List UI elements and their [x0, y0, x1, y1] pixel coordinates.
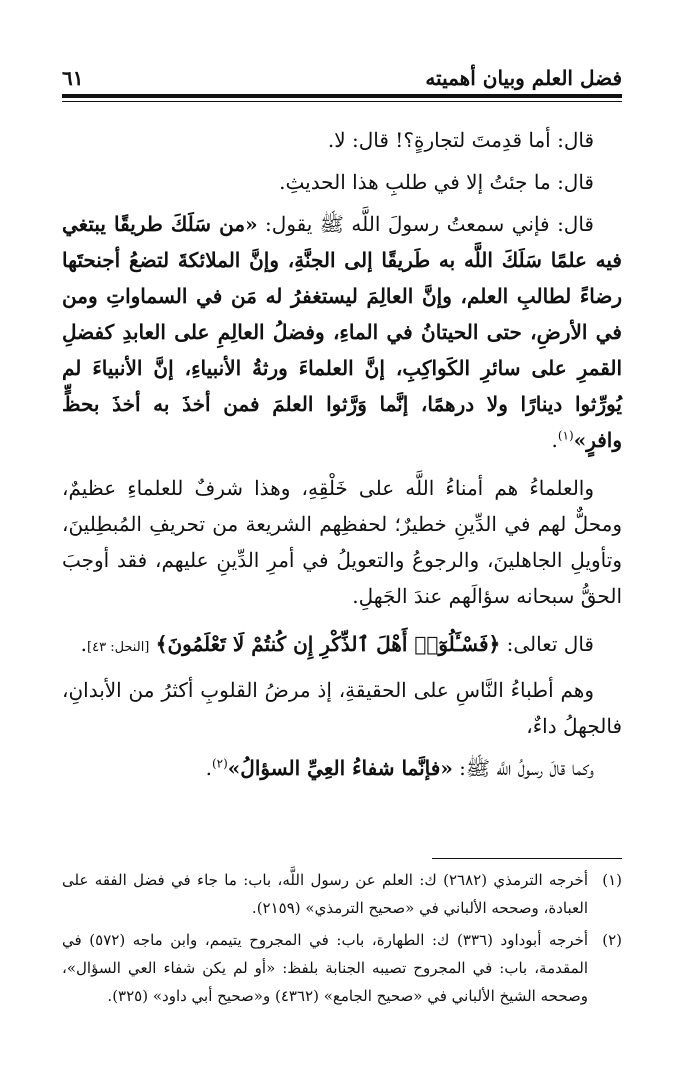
page-number: ٦١ [62, 66, 84, 90]
paragraph [62, 470, 622, 614]
header-rule-thick [62, 94, 622, 98]
quran-verse: ﴿فَسْـَٔلُوٓا۟ أَهْلَ ٱلذِّكْرِ إِن كُنتُمْ لَا تَعْلَمُونَ﴾ [155, 632, 501, 656]
paragraph-lead: قال تعالى: [500, 632, 594, 656]
paragraph-tail: . [205, 756, 212, 780]
footnote-text: أخرجه الترمذي (٢٦٨٢) ك: العلم عن رسول اللَّه، باب: ما جاء في فضل الفقه على العبادة، وصححه الألباني في «صحيح الترمذي» (٢١٥٩). [62, 871, 588, 917]
footnote-separator [432, 858, 622, 859]
paragraph-tail: . [551, 428, 558, 452]
header-rule-thin [62, 101, 622, 102]
hadith-quote: «فإنَّما شفاءُ العِيِّ السؤالُ» [227, 756, 453, 780]
paragraph-text: قال: ما جئتُ إلا في طلبِ هذا الحديثِ. [279, 170, 594, 194]
main-text [62, 122, 622, 792]
paragraph [62, 750, 622, 786]
running-title: فضل العلم وبيان أهميته [425, 66, 622, 90]
paragraph [62, 626, 622, 666]
paragraph-text: والعلماءُ هم أمناءُ اللَّه على خَلْقِهِ، وهذا شرفٌ للعلماءِ عظيمٌ، ومحلٌّ لهم في الدِّينِ خطيرٌ؛ لحفظِهم الشريعة من تحريفِ المُبطِلينَ، وتأويلِ الجاهلينَ، والرجوعُ والتعويلُ في أمرِ الدِّينِ عليهم، فقد أوجبَ الحقُّ سبحانه سؤالَهم عندَ الجَهلِ. [62, 476, 622, 608]
paragraph-text: قال: أما قدِمتَ لتجارةٍ؟! قال: لا. [327, 128, 594, 152]
paragraph-lead: وكما قالَ رسولُ اللَّه ﷺ: [452, 756, 594, 780]
paragraph [62, 122, 622, 158]
running-header [62, 58, 622, 90]
footnote-mark: (١) [602, 871, 622, 889]
paragraph-text: وهم أطباءُ النَّاسِ على الحقيقةِ، إذ مرضُ القلوبِ أكثرُ من الأبدانِ، فالجهلُ داءٌ، [62, 678, 622, 738]
paragraph [62, 206, 622, 458]
paragraph [62, 164, 622, 200]
paragraph-tail: . [80, 632, 88, 656]
footnotes [62, 866, 622, 1014]
quran-citation: [النحل: ٤٣] [87, 640, 150, 655]
footnote-ref[interactable]: (٢) [211, 756, 228, 771]
footnote [62, 926, 622, 1010]
hadith-quote: «من سَلَكَ طريقًا يبتغي فيه علمًا سَلَكَ اللَّه به طَريقًا إلى الجنَّةِ، وإنَّ الملائكةَ لتضعُ أجنحتَها رضاءً لطالبِ العلم، وإنَّ العالِمَ ليستغفرُ له مَن في السماواتِ ومن في الأرضِ، حتى الحيتانُ في الماءِ، وفضلُ العالِمِ على العابدِ كفضلِ القمرِ على سائرِ الكَواكِبِ، إنَّ العلماءَ ورثةُ الأنبياءِ، إنَّ الأنبياءَ لم يُورِّثوا دينارًا ولا درهمًا، إنَّما وَرَّثوا العلمَ فمن أخذَ به أخذَ بحظٍّ وافرٍ» [62, 212, 622, 452]
paragraph [62, 672, 622, 744]
paragraph-lead: قال: فإني سمعتُ رسولَ اللَّه ﷺ يقول: [257, 212, 594, 236]
footnote-mark: (٢) [602, 931, 622, 949]
footnote [62, 866, 622, 922]
footnote-text: أخرجه أبوداود (٣٣٦) ك: الطهارة، باب: في المجروح يتيمم، وابن ماجه (٥٧٢) في المقدمة، باب: في المجروح تصيبه الجنابة بلفظ: «أو لم يكن شفاء العي السؤال»، وصححه الشيخ الألباني في «صحيح الجامع» (٤٣٦٢) و«صحيح أبي داود» (٣٢٥). [62, 931, 589, 1005]
footnote-ref[interactable]: (١) [557, 428, 574, 443]
